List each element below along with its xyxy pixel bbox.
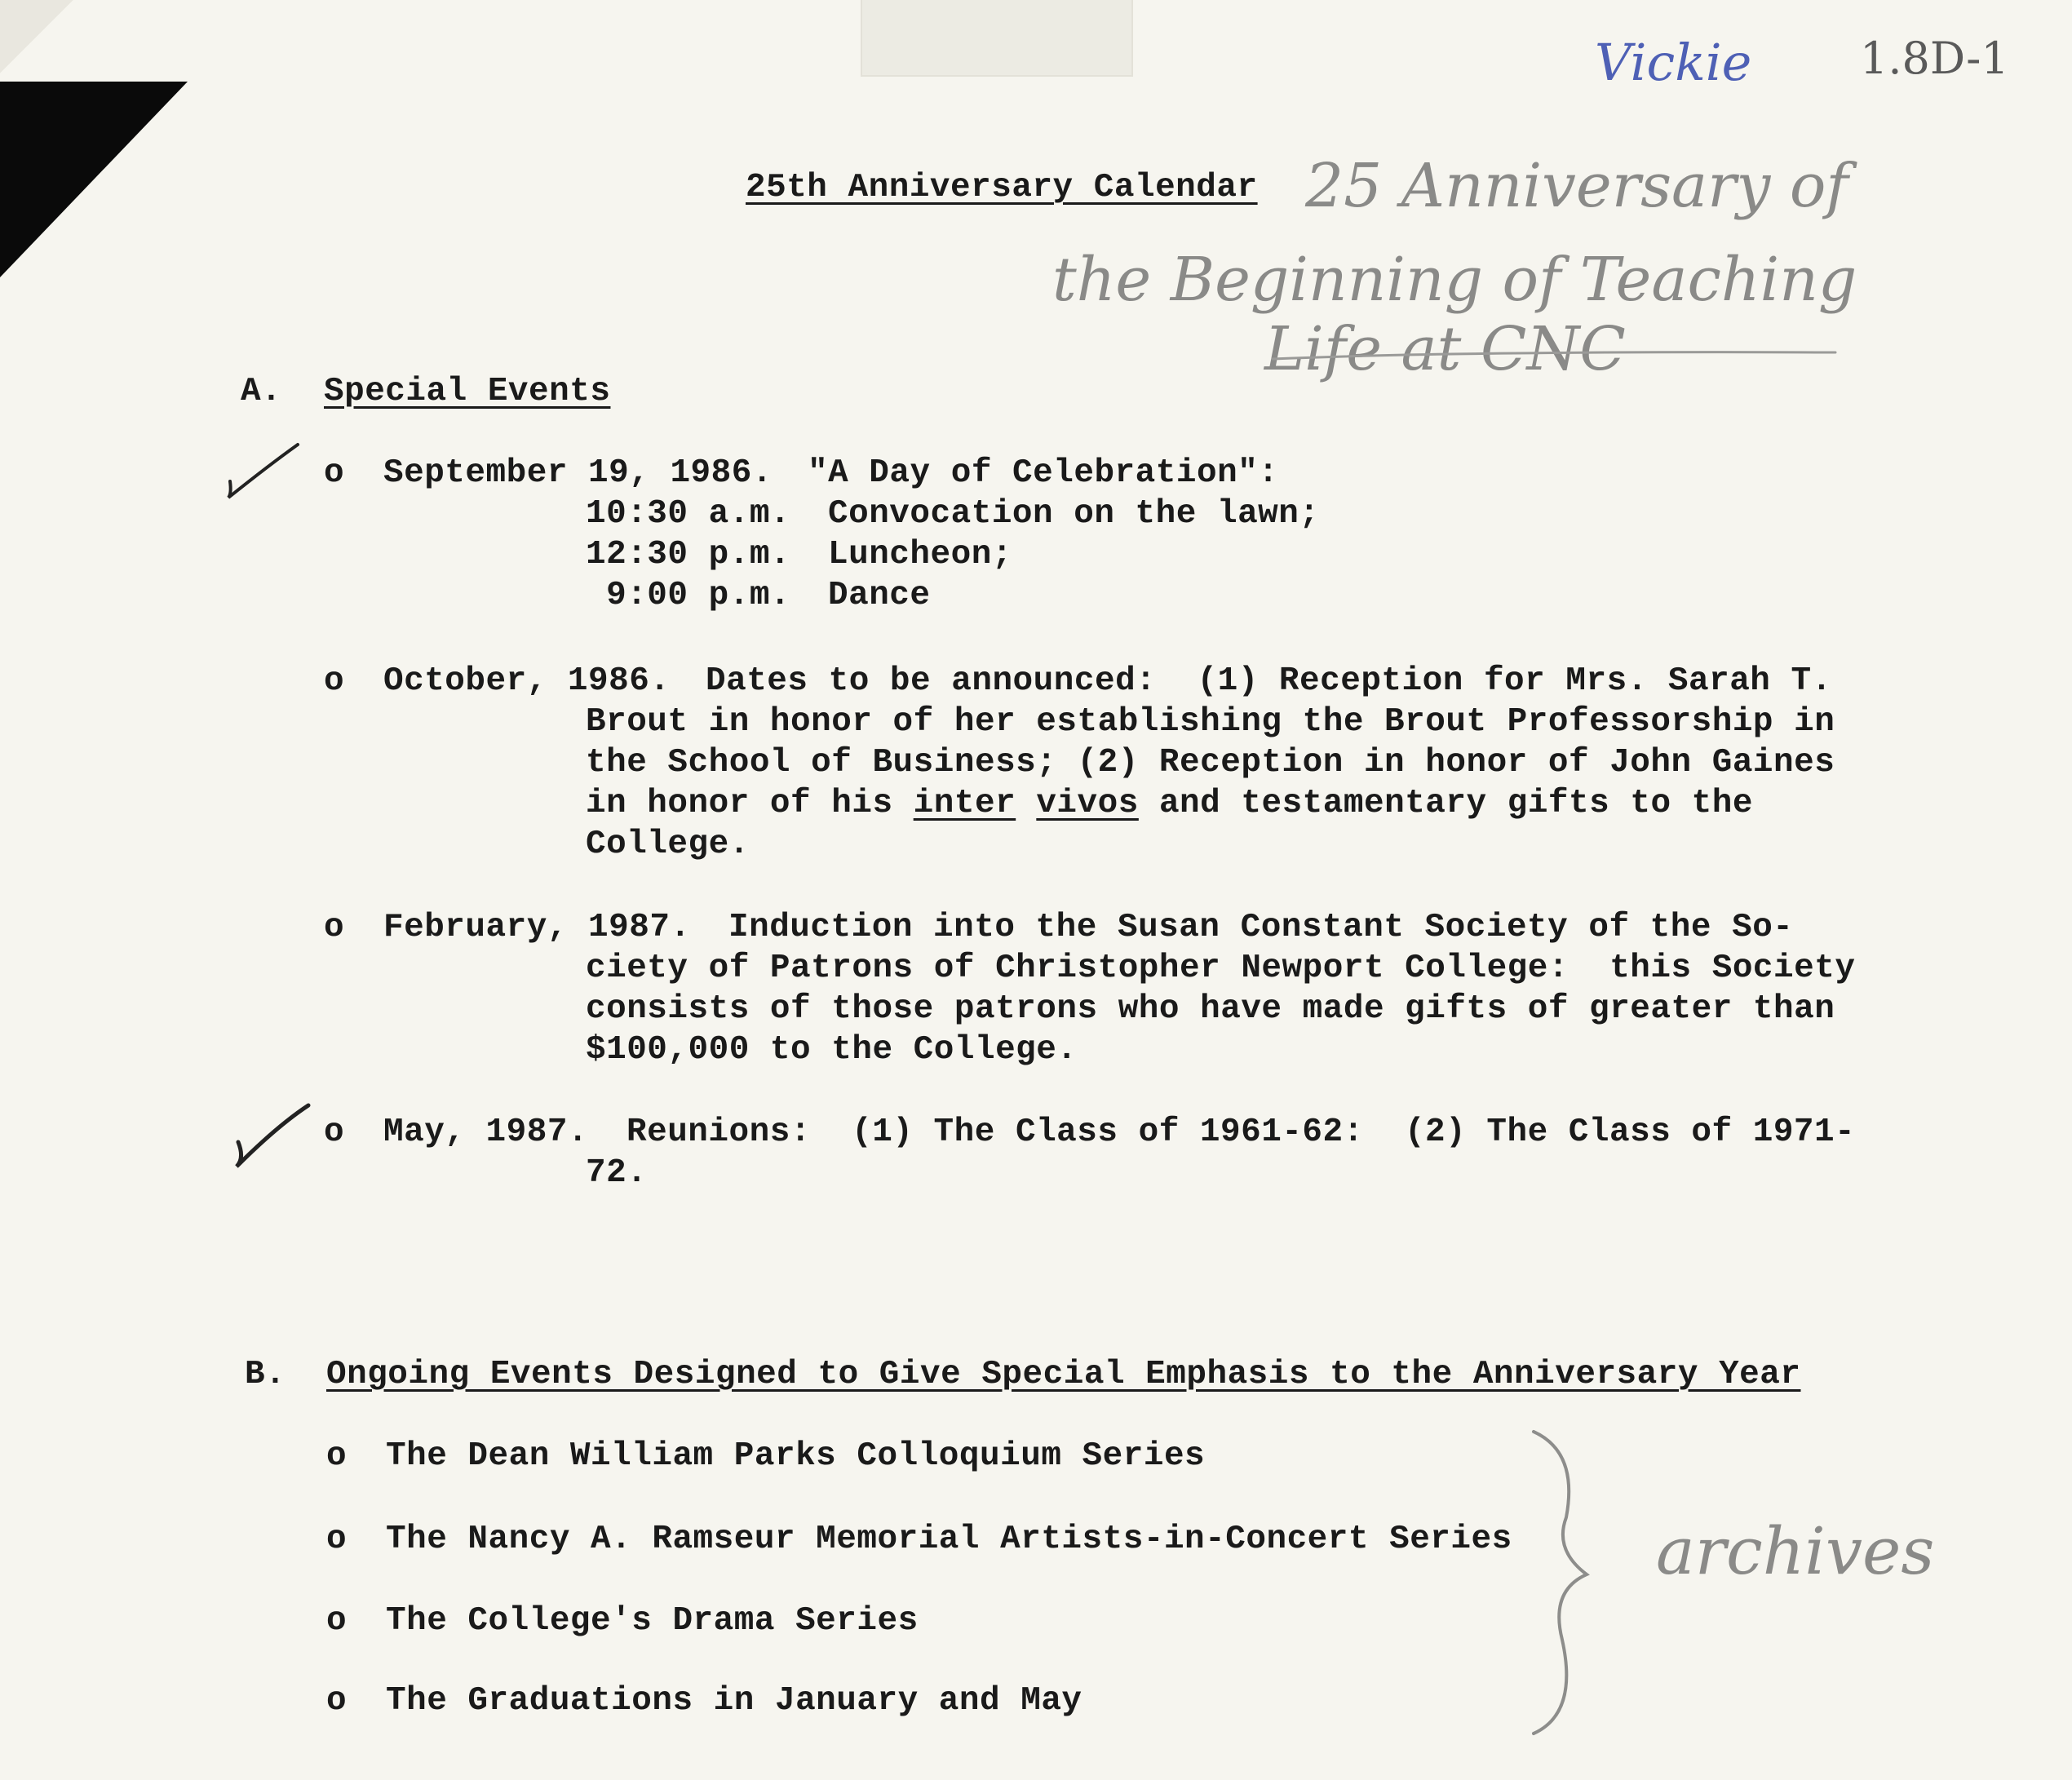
feb-line4: $100,000 to the College.: [586, 1031, 1078, 1069]
may-date: May, 1987.: [383, 1114, 589, 1151]
handwritten-note-line1: 25 Anniversary of: [1305, 151, 1848, 221]
sep-event-3: Dance: [828, 577, 931, 614]
feb-line1: Induction into the Susan Constant Society of the So-: [728, 909, 1794, 946]
feb-date: February, 1987.: [383, 909, 691, 946]
oct-line5: College.: [586, 826, 750, 863]
feb-line3: consists of those patrons who have made gifts of greater than: [586, 990, 1835, 1028]
list-item: The Nancy A. Ramseur Memorial Artists-in-Concert Series: [386, 1521, 1512, 1558]
sep-time-3: 9:00 p.m.: [586, 577, 791, 614]
list-item-bullet: o: [326, 1602, 348, 1640]
sep-time-2: 12:30 p.m.: [586, 536, 791, 573]
feb-bullet: o: [324, 909, 345, 946]
may-bullet: o: [324, 1114, 345, 1151]
section-a-heading: Special Events: [324, 373, 611, 410]
oct-bullet: o: [324, 662, 345, 700]
oct-line4-post: and testamentary gifts to the: [1138, 785, 1753, 822]
oct-line4-inter: inter: [913, 785, 1016, 822]
handwritten-note-line2: the Beginning of Teaching: [1052, 245, 1857, 315]
handwritten-archives: archives: [1656, 1513, 1935, 1589]
checkmark-may: [237, 1105, 308, 1167]
sep-time-1: 10:30 a.m.: [586, 495, 791, 533]
sep-date: September 19, 1986.: [383, 454, 773, 492]
oct-date: October, 1986.: [383, 662, 671, 700]
section-a-letter: A.: [241, 373, 282, 410]
handwritten-name: Vickie: [1595, 33, 1752, 92]
handwritten-code: 1.8D-1: [1860, 33, 2009, 84]
curly-brace: [1534, 1432, 1587, 1734]
list-item: The Graduations in January and May: [386, 1682, 1082, 1720]
oct-line3: the School of Business; (2) Reception in honor of John Gaines: [586, 744, 1835, 782]
sep-bullet: o: [324, 454, 345, 492]
section-b-heading: Ongoing Events Designed to Give Special Emphasis to the Anniversary Year: [326, 1356, 1801, 1393]
document-title: 25th Anniversary Calendar: [746, 169, 1258, 206]
list-item-bullet: o: [326, 1437, 348, 1475]
sep-event-2: Luncheon;: [828, 536, 1012, 573]
handwritten-note-line3: Life at CNC: [1264, 314, 1626, 384]
oct-line4-pre: in honor of his: [586, 785, 914, 822]
list-item-bullet: o: [326, 1682, 348, 1720]
checkmark-sep: [228, 445, 298, 498]
oct-line4-vivos: vivos: [1036, 785, 1139, 822]
oct-line1: Dates to be announced: (1) Reception for Mrs. Sarah T.: [706, 662, 1832, 700]
list-item: The College's Drama Series: [386, 1602, 919, 1640]
sep-event-1: Convocation on the lawn;: [828, 495, 1320, 533]
oct-line2: Brout in honor of her establishing the Brout Professorship in: [586, 703, 1835, 741]
sep-title: "A Day of Celebration":: [808, 454, 1279, 492]
feb-line2: ciety of Patrons of Christopher Newport College: this Society: [586, 950, 1856, 987]
may-line2: 72.: [586, 1154, 648, 1192]
section-b-letter: B.: [245, 1356, 286, 1393]
list-item: The Dean William Parks Colloquium Series: [386, 1437, 1206, 1475]
handwritten-underline: [1273, 352, 1835, 359]
list-item-bullet: o: [326, 1521, 348, 1558]
may-line1: Reunions: (1) The Class of 1961-62: (2) The Class of 1971-: [626, 1114, 1856, 1151]
